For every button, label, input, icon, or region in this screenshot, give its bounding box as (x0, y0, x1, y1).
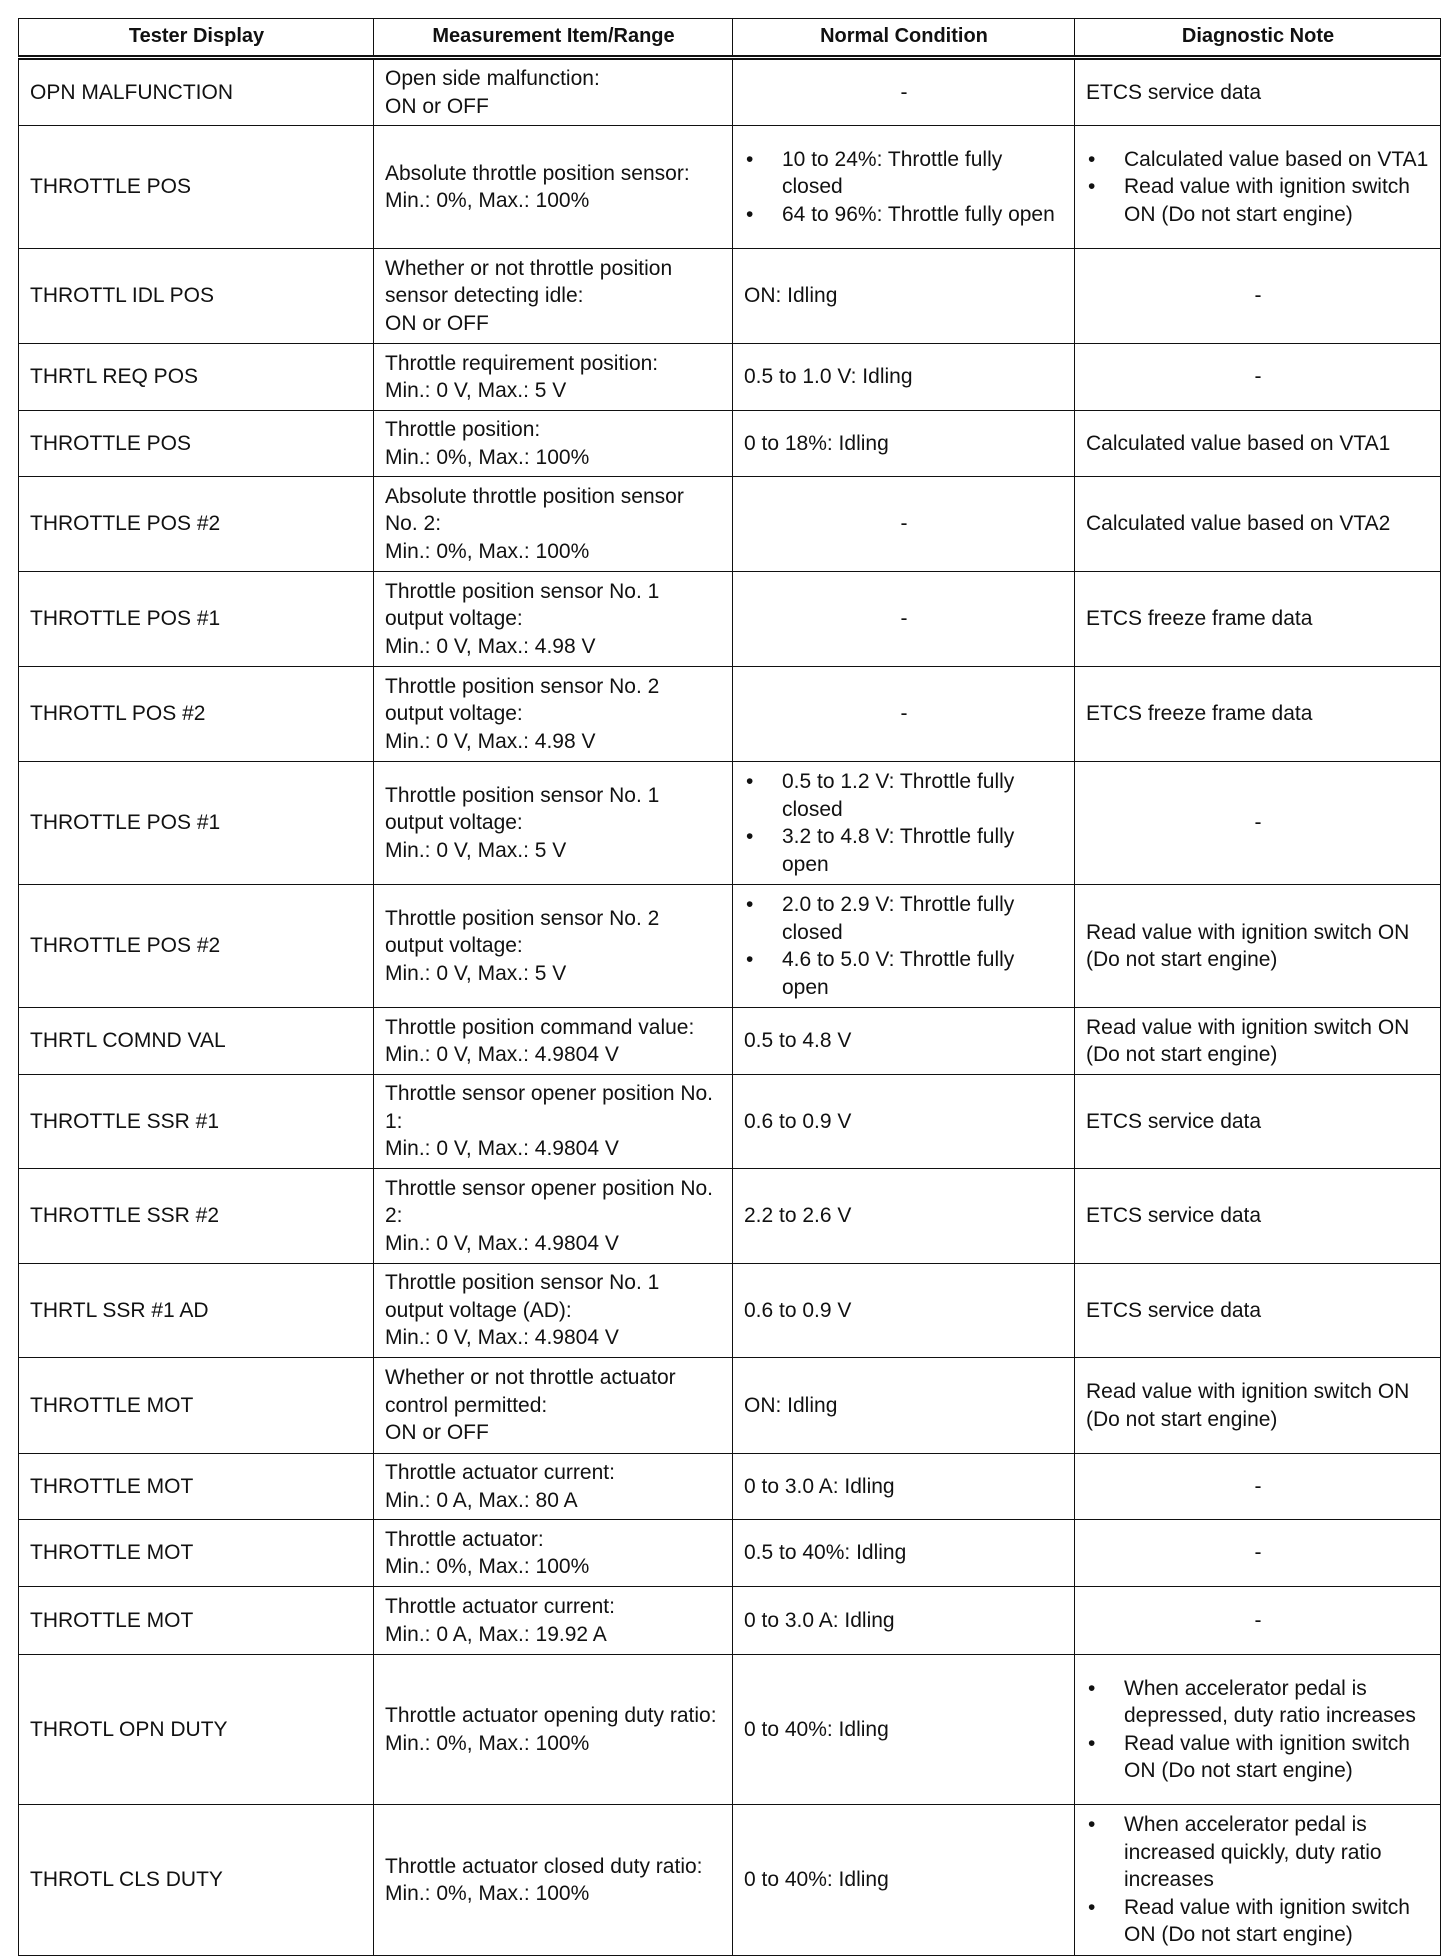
diagnostic-note-cell (1075, 126, 1441, 249)
diagnostic-note-cell: ETCS service data (1075, 58, 1441, 126)
cell-line: Throttle position sensor No. 1 output voltage: (385, 783, 660, 835)
bullet-item: • Read value with ignition switch ON (Do not start engine) (1086, 1894, 1430, 1949)
cell-line: ON or OFF (385, 94, 489, 118)
measurement-item-cell (374, 58, 733, 126)
diagnostic-note-cell: ETCS service data (1075, 1264, 1441, 1358)
cell-line: Throttle actuator opening duty ratio: (385, 1704, 717, 1727)
cell-line: Open side malfunction: (385, 67, 600, 90)
table-row (19, 885, 1441, 1008)
table-row (19, 762, 1441, 885)
table-row (19, 1008, 1441, 1075)
diagnostic-note-cell: Calculated value based on VTA2 (1075, 477, 1441, 572)
table-row (19, 1264, 1441, 1358)
diagnostic-note-cell: Calculated value based on VTA1 (1075, 411, 1441, 477)
cell-line: Min.: 0 V, Max.: 4.98 V (385, 634, 596, 658)
bullet-list (1086, 1811, 1430, 1949)
normal-condition-cell: ON: Idling (733, 249, 1075, 344)
tester-display-cell: THROTTLE SSR #1 (19, 1075, 374, 1169)
normal-condition-cell: ON: Idling (733, 1358, 1075, 1454)
measurement-item-cell (374, 762, 733, 885)
table-row (19, 126, 1441, 249)
cell-line: Throttle actuator closed duty ratio: (385, 1854, 703, 1878)
cell-line: Min.: 0 A, Max.: 19.92 A (385, 1622, 607, 1646)
measurement-item-cell (374, 344, 733, 411)
cell-line: Throttle sensor opener position No. 1: (385, 1082, 714, 1133)
normal-condition-cell (733, 885, 1075, 1008)
normal-condition-cell: 0 to 3.0 A: Idling (733, 1587, 1075, 1655)
cell-line: Min.: 0%, Max.: 100% (385, 1555, 590, 1578)
measurement-item-cell (374, 1454, 733, 1520)
measurement-item-cell (374, 126, 733, 249)
normal-condition-cell: 2.2 to 2.6 V (733, 1169, 1075, 1264)
measurement-item-cell (374, 249, 733, 344)
measurement-item-cell (374, 1169, 733, 1264)
diagnostic-note-cell (1075, 1655, 1441, 1805)
measurement-item-cell (374, 477, 733, 572)
tester-display-cell: OPN MALFUNCTION (19, 58, 374, 126)
table-row (19, 1454, 1441, 1520)
normal-condition-cell: - (733, 58, 1075, 126)
tester-display-cell: THROTTL POS #2 (19, 667, 374, 762)
tester-display-cell: THROTTLE POS #1 (19, 572, 374, 667)
cell-line: Throttle position sensor No. 1 output voltage: (385, 579, 660, 631)
header-diagnostic-note: Diagnostic Note (1075, 19, 1441, 58)
normal-condition-cell: 0.5 to 1.0 V: Idling (733, 344, 1075, 411)
tester-display-cell: THROTTLE POS #1 (19, 762, 374, 885)
tester-display-cell: THRTL COMND VAL (19, 1008, 374, 1075)
table-row (19, 249, 1441, 344)
measurement-item-cell (374, 1520, 733, 1587)
header-normal-condition: Normal Condition (733, 19, 1075, 58)
cell-line: Throttle actuator: (385, 1527, 544, 1551)
measurement-item-cell (374, 572, 733, 667)
cell-line: Throttle position command value: (385, 1015, 695, 1039)
header-row (19, 19, 1441, 58)
tester-display-cell: THRTL REQ POS (19, 344, 374, 411)
diagnostic-note-cell: - (1075, 344, 1441, 411)
table-row (19, 1587, 1441, 1655)
cell-line: Absolute throttle position sensor: (385, 161, 690, 185)
normal-condition-cell: 0 to 18%: Idling (733, 411, 1075, 477)
cell-line: Min.: 0 V, Max.: 4.9804 V (385, 1043, 619, 1066)
tester-display-cell: THROTTLE MOT (19, 1520, 374, 1587)
table-row (19, 572, 1441, 667)
bullet-item: • Read value with ignition switch ON (Do not start engine) (1086, 173, 1430, 228)
bullet-item: • When accelerator pedal is increased quickly, duty ratio increases (1086, 1811, 1430, 1894)
bullet-list (1086, 1675, 1430, 1785)
normal-condition-cell: - (733, 667, 1075, 762)
measurement-item-cell (374, 1358, 733, 1454)
bullet-item: • Read value with ignition switch ON (Do not start engine) (1086, 1730, 1430, 1785)
table-row (19, 1520, 1441, 1587)
measurement-item-cell (374, 1587, 733, 1655)
cell-line: Throttle position sensor No. 2 output voltage: (385, 674, 660, 726)
cell-line: Min.: 0%, Max.: 100% (385, 1882, 590, 1905)
cell-line: Min.: 0%, Max.: 100% (385, 445, 590, 469)
cell-line: Min.: 0 V, Max.: 4.9804 V (385, 1231, 619, 1255)
bullet-list (744, 146, 1064, 229)
cell-line: Throttle actuator current: (385, 1461, 615, 1484)
table-row (19, 477, 1441, 572)
bullet-list (744, 768, 1064, 878)
diagnostic-note-cell: Read value with ignition switch ON (Do not start engine) (1075, 1358, 1441, 1454)
table-body (19, 58, 1441, 1956)
normal-condition-cell (733, 126, 1075, 249)
diagnostic-note-cell: ETCS service data (1075, 1169, 1441, 1264)
cell-line: Min.: 0 V, Max.: 5 V (385, 961, 567, 985)
data-list-table (18, 18, 1441, 1956)
tester-display-cell: THROTL OPN DUTY (19, 1655, 374, 1805)
normal-condition-cell: 0.5 to 4.8 V (733, 1008, 1075, 1075)
diagnostic-note-cell: ETCS freeze frame data (1075, 572, 1441, 667)
bullet-list (1086, 146, 1430, 229)
tester-display-cell: THRTL SSR #1 AD (19, 1264, 374, 1358)
cell-line: Min.: 0%, Max.: 100% (385, 1731, 590, 1755)
tester-display-cell: THROTL CLS DUTY (19, 1805, 374, 1956)
cell-line: Throttle requirement position: (385, 351, 659, 375)
cell-line: Min.: 0 V, Max.: 5 V (385, 379, 567, 402)
cell-line: Min.: 0%, Max.: 100% (385, 539, 590, 563)
header-tester-display: Tester Display (19, 19, 374, 58)
tester-display-cell: THROTTL IDL POS (19, 249, 374, 344)
measurement-item-cell (374, 1655, 733, 1805)
tester-display-cell: THROTTLE MOT (19, 1358, 374, 1454)
tester-display-cell: THROTTLE MOT (19, 1454, 374, 1520)
table-row (19, 1358, 1441, 1454)
normal-condition-cell: 0 to 3.0 A: Idling (733, 1454, 1075, 1520)
table-row (19, 1805, 1441, 1956)
measurement-item-cell (374, 667, 733, 762)
table-row (19, 667, 1441, 762)
measurement-item-cell (374, 411, 733, 477)
normal-condition-cell: 0.6 to 0.9 V (733, 1264, 1075, 1358)
bullet-item: • 4.6 to 5.0 V: Throttle fully open (744, 946, 1064, 1001)
diagnostic-note-cell: - (1075, 249, 1441, 344)
cell-line: ON or OFF (385, 1421, 489, 1445)
bullet-item: • 10 to 24%: Throttle fully closed (744, 146, 1064, 201)
cell-line: Min.: 0%, Max.: 100% (385, 189, 590, 212)
table-row (19, 1655, 1441, 1805)
normal-condition-cell: - (733, 572, 1075, 667)
cell-line: ON or OFF (385, 311, 489, 335)
cell-line: Whether or not throttle position sensor detecting idle: (385, 256, 673, 308)
cell-line: Min.: 0 V, Max.: 4.9804 V (385, 1326, 619, 1350)
table-row (19, 1075, 1441, 1169)
table-row (19, 58, 1441, 126)
diagnostic-note-cell (1075, 1805, 1441, 1956)
cell-line: Throttle position: (385, 418, 541, 441)
tester-display-cell: THROTTLE POS (19, 126, 374, 249)
cell-line: Throttle sensor opener position No. 2: (385, 1176, 714, 1228)
diagnostic-note-cell: Read value with ignition switch ON (Do not start engine) (1075, 885, 1441, 1008)
diagnostic-note-cell: - (1075, 762, 1441, 885)
cell-line: Throttle actuator current: (385, 1595, 615, 1618)
measurement-item-cell (374, 1264, 733, 1358)
tester-display-cell: THROTTLE MOT (19, 1587, 374, 1655)
measurement-item-cell (374, 885, 733, 1008)
tester-display-cell: THROTTLE POS #2 (19, 477, 374, 572)
normal-condition-cell: 0.5 to 40%: Idling (733, 1520, 1075, 1587)
cell-line: Min.: 0 V, Max.: 4.98 V (385, 729, 596, 753)
cell-line: Min.: 0 V, Max.: 4.9804 V (385, 1137, 619, 1161)
cell-line: Absolute throttle position sensor No. 2: (385, 484, 684, 536)
diagnostic-note-cell: - (1075, 1587, 1441, 1655)
cell-line: Min.: 0 V, Max.: 5 V (385, 838, 567, 862)
measurement-item-cell (374, 1805, 733, 1956)
normal-condition-cell: 0.6 to 0.9 V (733, 1075, 1075, 1169)
measurement-item-cell (374, 1075, 733, 1169)
bullet-item: • When accelerator pedal is depressed, duty ratio increases (1086, 1675, 1430, 1730)
bullet-item: • 0.5 to 1.2 V: Throttle fully closed (744, 768, 1064, 823)
bullet-item: • Calculated value based on VTA1 (1086, 146, 1430, 174)
cell-line: Whether or not throttle actuator control permitted: (385, 1366, 676, 1417)
diagnostic-note-cell: - (1075, 1454, 1441, 1520)
bullet-item: • 3.2 to 4.8 V: Throttle fully open (744, 823, 1064, 878)
diagnostic-note-cell: - (1075, 1520, 1441, 1587)
normal-condition-cell: 0 to 40%: Idling (733, 1655, 1075, 1805)
tester-display-cell: THROTTLE POS (19, 411, 374, 477)
normal-condition-cell: 0 to 40%: Idling (733, 1805, 1075, 1956)
tester-display-cell: THROTTLE SSR #2 (19, 1169, 374, 1264)
diagnostic-note-cell: ETCS freeze frame data (1075, 667, 1441, 762)
tester-display-cell: THROTTLE POS #2 (19, 885, 374, 1008)
table-row (19, 1169, 1441, 1264)
bullet-item: • 2.0 to 2.9 V: Throttle fully closed (744, 891, 1064, 946)
measurement-item-cell (374, 1008, 733, 1075)
normal-condition-cell (733, 762, 1075, 885)
normal-condition-cell: - (733, 477, 1075, 572)
cell-line: Min.: 0 A, Max.: 80 A (385, 1488, 578, 1512)
table-row (19, 344, 1441, 411)
bullet-item: • 64 to 96%: Throttle fully open (744, 201, 1064, 229)
table-row (19, 411, 1441, 477)
bullet-list (744, 891, 1064, 1001)
diagnostic-note-cell: Read value with ignition switch ON (Do not start engine) (1075, 1008, 1441, 1075)
cell-line: Throttle position sensor No. 1 output voltage (AD): (385, 1271, 660, 1322)
cell-line: Throttle position sensor No. 2 output voltage: (385, 906, 660, 958)
header-measurement-item: Measurement Item/Range (374, 19, 733, 58)
diagnostic-note-cell: ETCS service data (1075, 1075, 1441, 1169)
